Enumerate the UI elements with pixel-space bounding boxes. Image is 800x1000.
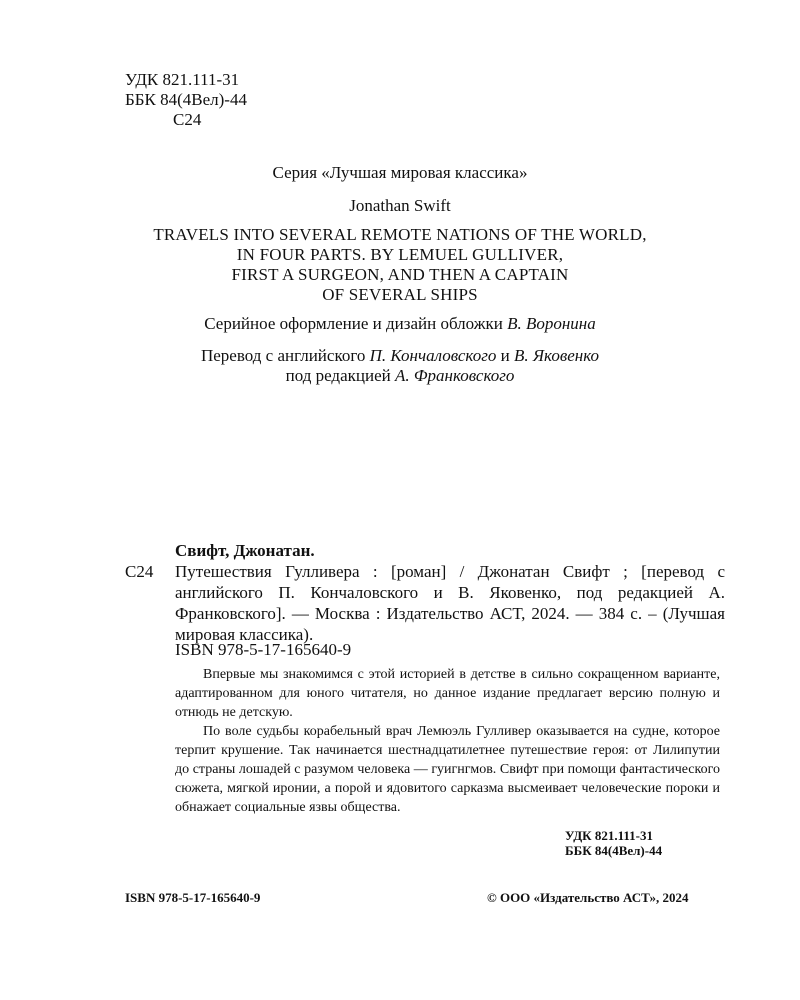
- title-english: [0, 225, 800, 305]
- title-line: TRAVELS INTO SEVERAL REMOTE NATIONS OF THE WORLD,: [153, 225, 647, 244]
- author-english: Jonathan Swift: [349, 196, 451, 215]
- editor-name: А. Франковского: [394, 366, 515, 385]
- annotation-paragraph: Впервые мы знакомимся с этой историей в детстве в сильно сокращенном варианте, адаптированном для юного читателя, но данное издание предлагает версию полную и отнюдь не детскую.: [175, 667, 720, 720]
- design-credit: [0, 314, 800, 334]
- udk-right-block: [565, 828, 662, 858]
- bbk-code-right: ББК 84(4Вел)-44: [565, 843, 663, 858]
- series-title: Серия «Лучшая мировая классика»: [272, 163, 528, 182]
- translator-name-2: В. Яковенко: [513, 346, 600, 365]
- translation-and: и: [500, 346, 510, 365]
- udk-code: УДК 821.111-31: [125, 70, 240, 89]
- catalog-description: Путешествия Гулливера : [роман] / Джонатан Свифт ; [перевод с английского П. Кончаловского и В. Яковенко, под редакцией А. Франковского]. — Москва : Издательство АСТ, 2024. — 384 с. – (Лучшая мировая классика).: [175, 562, 725, 644]
- designer-name: В. Воронина: [507, 314, 596, 333]
- catalog-index: С24: [125, 562, 154, 581]
- translation-prefix: Перевод с английского: [200, 346, 366, 365]
- bbk-code: ББК 84(4Вел)-44: [125, 90, 247, 109]
- title-line: IN FOUR PARTS. BY LEMUEL GULLIVER,: [236, 245, 564, 264]
- title-line: OF SEVERAL SHIPS: [322, 285, 478, 304]
- annotation: [175, 665, 720, 817]
- translator-name-1: П. Кончаловского: [369, 346, 497, 365]
- translation-credit: [0, 346, 800, 386]
- udk-code-right: УДК 821.111-31: [565, 828, 653, 843]
- editor-prefix: под редакцией: [285, 366, 391, 385]
- catalog-isbn: ISBN 978-5-17-165640-9: [175, 640, 352, 659]
- annotation-paragraph: По воле судьбы корабельный врач Лемюэль Гулливер оказывается на судне, которое терпит крушение. Так начинается шестнадцатилетнее путешествие героя: от Лилипутии до страны лошадей с разумом человека — гуигнгмов. Свифт при помощи фантастического сюжета, мягкой иронии, а порой и ядовитого сарказма высмеивает человеческие пороки и обнажает социальные язвы общества.: [175, 724, 720, 815]
- footer-copyright: © ООО «Издательство АСТ», 2024: [487, 890, 689, 905]
- design-text: Серийное оформление и дизайн обложки: [204, 314, 503, 333]
- title-line: FIRST A SURGEON, AND THEN A CAPTAIN: [231, 265, 569, 284]
- catalog-record: [125, 540, 725, 645]
- udk-block: [125, 70, 247, 130]
- footer-isbn: ISBN 978-5-17-165640-9: [125, 890, 261, 905]
- author-index: С24: [173, 110, 202, 129]
- catalog-heading: Свифт, Джонатан.: [175, 541, 315, 560]
